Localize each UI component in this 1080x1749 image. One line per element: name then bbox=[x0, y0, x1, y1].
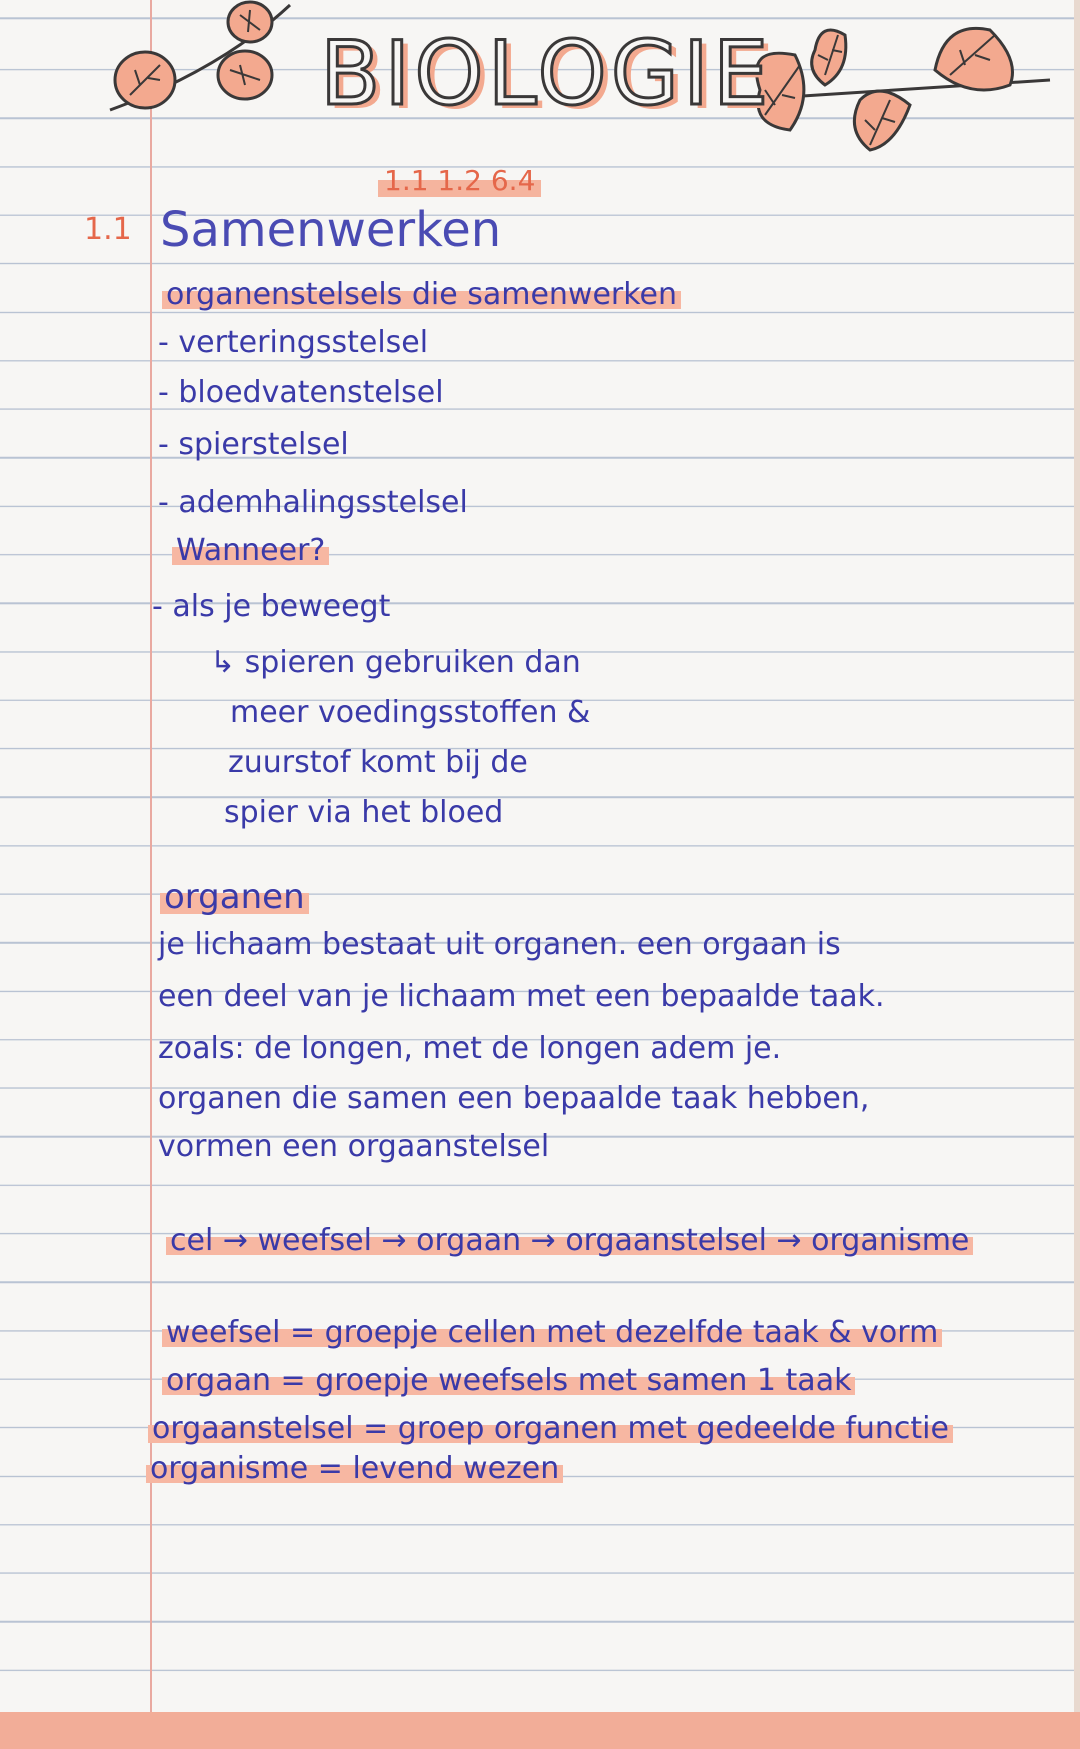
explanation-line: ↳ spieren gebruiken dan bbox=[210, 645, 581, 680]
definition-weefsel: weefsel = groepje cellen met dezelfde taak & vorm bbox=[162, 1318, 942, 1348]
explanation-line: spier via het bloed bbox=[224, 795, 504, 830]
organen-heading: organen bbox=[160, 880, 309, 914]
section-number: 1.1 bbox=[84, 212, 132, 247]
list-item: - ademhalingsstelsel bbox=[158, 485, 468, 520]
hierarchy-chain: cel → weefsel → orgaan → orgaanstelsel → organisme bbox=[166, 1226, 973, 1256]
paragraph-line: een deel van je lichaam met een bepaalde taak. bbox=[158, 979, 885, 1014]
intro-heading: organenstelsels die samenwerken bbox=[162, 280, 681, 310]
list-item: - bloedvatenstelsel bbox=[158, 375, 444, 410]
explanation-line: meer voedingsstoffen & bbox=[230, 695, 591, 730]
list-item: - verteringsstelsel bbox=[158, 325, 429, 360]
definition-orgaan: orgaan = groepje weefsels met samen 1 taak bbox=[162, 1366, 855, 1396]
paragraph-line: je lichaam bestaat uit organen. een orgaan is bbox=[158, 927, 841, 962]
question-label: Wanneer? bbox=[172, 536, 329, 566]
paragraph-line: zoals: de longen, met de longen adem je. bbox=[158, 1031, 782, 1066]
definition-organisme: organisme = levend wezen bbox=[146, 1454, 563, 1484]
paragraph-line: vormen een orgaanstelsel bbox=[158, 1129, 550, 1164]
section-title: Samenwerken bbox=[160, 202, 502, 258]
page-edge bbox=[1074, 0, 1080, 1749]
list-item: - spierstelsel bbox=[158, 427, 349, 462]
chapter-numbers: 1.1 1.2 6.4 bbox=[378, 166, 541, 197]
page-title: BIOLOGIE bbox=[320, 22, 773, 125]
bottom-border bbox=[0, 1712, 1080, 1749]
paragraph-line: organen die samen een bepaalde taak hebben, bbox=[158, 1081, 870, 1116]
definition-orgaanstelsel: orgaanstelsel = groep organen met gedeelde functie bbox=[148, 1414, 953, 1444]
margin-line bbox=[150, 0, 152, 1749]
leaf-branch-left-icon bbox=[100, 0, 340, 125]
explanation-line: zuurstof komt bij de bbox=[228, 745, 528, 780]
answer-line: - als je beweegt bbox=[152, 589, 391, 624]
